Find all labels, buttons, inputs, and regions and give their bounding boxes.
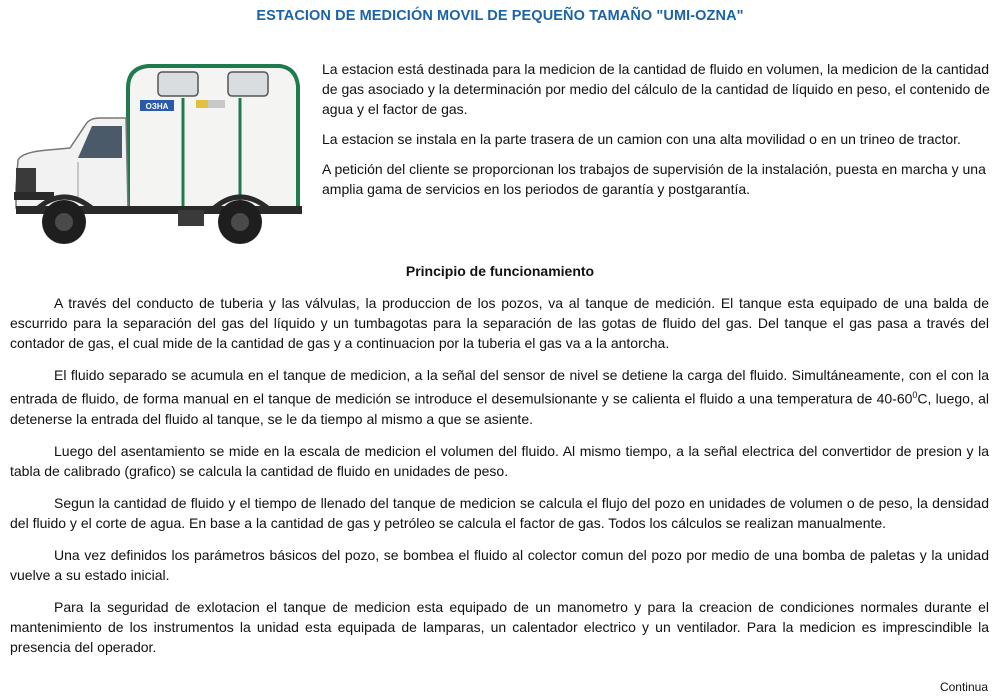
truck-image [8, 60, 308, 250]
body-paragraph: Luego del asentamiento se mide en la escala de medicion el volumen del fluido. Al mismo tiempo, a la señal electrica del convertidor de presion y la tabla de calibrado (grafico) se calcula la cantidad de fluido en unidades de peso. [10, 442, 989, 479]
page-title: ESTACION DE MEDICIÓN MOVIL DE PEQUEÑO TAMAÑO "UMI-OZNA" [256, 8, 744, 24]
body-paragraph: Para la seguridad de exlotacion el tanque de medicion esta equipado de un manometro y para la creacion de condiciones normales durante el mantenimiento de los instrumentos la unidad esta equipada de lamparas, un calentador electrico y un ventilador. Para la medicion es imprescindible la presencia del operador. [10, 598, 989, 655]
body-paragraph: Segun la cantidad de fluido y el tiempo de llenado del tanque de medicion se calcula el flujo del pozo en unidades de volumen o de peso, la densidad del fluido y el corte de agua. En base a la cantidad de gas y petróleo se calcula el factor de gas. Todos los cálculos se realizan manualmente. [10, 494, 989, 531]
continue-link[interactable]: Continua [939, 680, 988, 694]
body-paragraph: Una vez definidos los parámetros básicos del pozo, se bombea el fluido al colector comun del pozo por medio de una bomba de paletas y la unidad vuelve a su estado inicial. [10, 546, 989, 583]
intro-paragraph: La estacion se instala en la parte trasera de un camion con una alta movilidad o en un trineo de tractor. [322, 131, 961, 147]
intro-paragraph: La estacion está destinada para la medicion de la cantidad de fluido en volumen, la medicion de la cantidad de gas asociado y la determinación por medio del cálculo de la cantidad de líquido en peso, el contenido de agua y el factor de gas. [322, 61, 990, 117]
body-paragraph: A través del conducto de tuberia y las válvulas, la produccion de los pozos, va al tanque de medición. El tanque esta equipado de una balda de escurrido para la separación del gas del líquido y un tumbagotas para la separación de las gotas de fluido del gas. Del tanque el gas pasa a través del contador de gas, el cual mide de la cantidad de gas y a continuacion por la tuberia el gas va a la antorcha. [10, 295, 989, 351]
intro-text [322, 59, 992, 209]
body-text [10, 293, 989, 669]
intro-paragraph: A petición del cliente se proporcionan los trabajos de supervisión de la instalación, puesta en marcha y una amplia gama de servicios en los periodos de garantía y postgarantía. [322, 161, 986, 197]
section-heading: Principio de funcionamiento [405, 263, 595, 279]
body-paragraph: El fluido separado se acumula en el tanque de medicion, a la señal del sensor de nivel se detiene la carga del fluido. Simultáneamente, con el con la entrada de fluido, de forma manual en el tanque de medición se introduce el desemulsionante y se calienta el fluido a una temperatura de $40-60^0C$, luego, al detenerse la entrada del fluido al tanque, se le da tiempo al mismo a que se asiente. [10, 367, 989, 427]
truck-logo: ОЗНА [145, 102, 169, 111]
